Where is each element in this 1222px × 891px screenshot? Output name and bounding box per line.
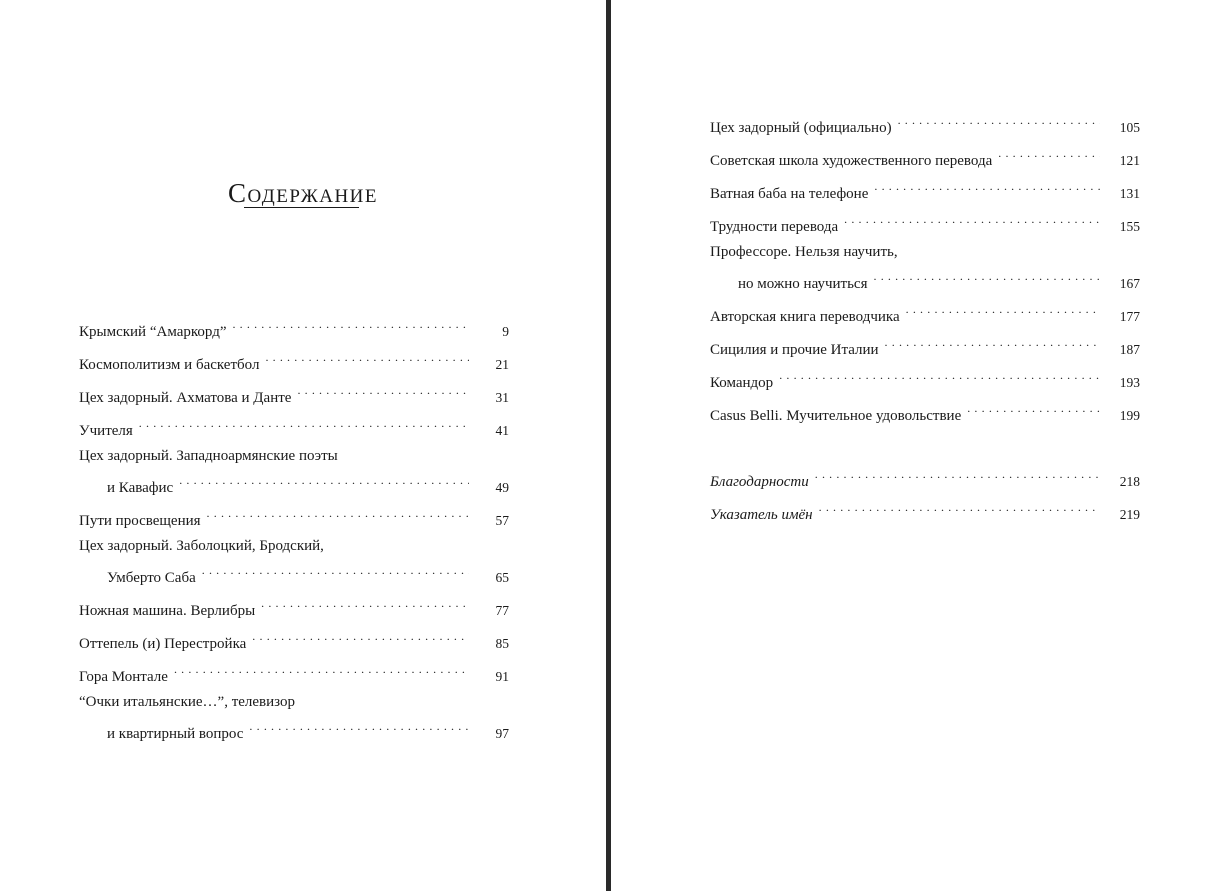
toc-entry-title: Цех задорный. Западноармянские поэты <box>79 448 338 464</box>
toc-entry-line <box>710 207 1140 235</box>
toc-entry-title: Гора Монтале <box>79 669 168 685</box>
toc-entry-title: Космополитизм и баскетбол <box>79 357 260 373</box>
toc-entry-title: Ножная машина. Верлибры <box>79 603 256 619</box>
toc-page-number: 218 <box>1119 474 1140 489</box>
toc-page-number: 77 <box>495 603 509 618</box>
toc-entry-line <box>79 468 509 496</box>
toc-page-number: 65 <box>495 570 509 585</box>
toc-page-number: 219 <box>1119 507 1140 522</box>
toc-entry-title: Благодарности <box>710 474 809 490</box>
toc-entry-title: Оттепель (и) Перестройка <box>79 636 247 652</box>
toc-entry-title: Советская школа художественного перевода <box>710 153 993 169</box>
toc-entry <box>710 330 1140 358</box>
dot-leader <box>844 207 1100 231</box>
toc-page-number: 155 <box>1119 219 1140 234</box>
toc-entry <box>710 462 1140 490</box>
toc-entry-line <box>710 141 1140 169</box>
dot-leader <box>265 345 469 369</box>
toc-entry <box>79 591 509 619</box>
toc-entry-line <box>79 624 509 652</box>
toc-entry <box>710 240 1140 292</box>
toc-entry <box>710 141 1140 169</box>
toc-entry-title: и Кавафис <box>107 480 174 496</box>
toc-entry-line <box>710 174 1140 202</box>
right-page <box>612 0 1222 891</box>
toc-entry-title: Крымский “Амаркорд” <box>79 324 227 340</box>
dot-leader <box>967 396 1100 420</box>
toc-entry-title: “Очки итальянские…”, телевизор <box>79 694 295 710</box>
title-underline <box>244 207 359 208</box>
toc-page-number: 85 <box>495 636 509 651</box>
toc-page-number: 167 <box>1119 276 1140 291</box>
toc-entry <box>710 207 1140 235</box>
toc-entry <box>79 624 509 652</box>
toc-entry-line <box>710 396 1140 424</box>
toc-entry-line <box>79 534 509 558</box>
toc-page-number: 9 <box>502 324 509 339</box>
dot-leader <box>898 108 1100 132</box>
toc-entry-title: Указатель имён <box>710 507 813 523</box>
toc-page-number: 31 <box>495 390 509 405</box>
toc-entry-line <box>79 345 509 373</box>
toc-entry-title: Ватная баба на телефоне <box>710 186 869 202</box>
toc-entry <box>710 396 1140 424</box>
toc-entry-title: Сицилия и прочие Италии <box>710 342 879 358</box>
toc-entry-line <box>79 411 509 439</box>
book-spine <box>606 0 611 891</box>
dot-leader <box>249 714 469 738</box>
toc-entry-title: Командор <box>710 375 774 391</box>
dot-leader <box>874 174 1100 198</box>
toc-page-number: 199 <box>1119 408 1140 423</box>
toc-entry-line <box>79 690 509 714</box>
toc-entry-title: Пути просвещения <box>79 513 201 529</box>
toc-page-number: 177 <box>1119 309 1140 324</box>
toc-page-number: 121 <box>1119 153 1140 168</box>
toc-page-number: 131 <box>1119 186 1140 201</box>
toc-entry-title: Casus Belli. Мучительное удовольствие <box>710 408 962 424</box>
toc-entry <box>710 363 1140 391</box>
toc-entry-title: Цех задорный. Ахматова и Данте <box>79 390 292 406</box>
dot-leader <box>261 591 469 615</box>
dot-leader <box>906 297 1100 321</box>
toc-entry-line <box>79 444 509 468</box>
toc-entry-line <box>710 264 1140 292</box>
toc-entry-line <box>710 240 1140 264</box>
toc-entry-title: Трудности перевода <box>710 219 839 235</box>
toc-entry <box>79 657 509 685</box>
toc-entry <box>710 495 1140 523</box>
toc-entry-line <box>79 558 509 586</box>
toc-entry <box>79 312 509 340</box>
toc-entry-line <box>79 501 509 529</box>
dot-leader <box>202 558 469 582</box>
toc-entry-title: Умберто Саба <box>107 570 196 586</box>
toc-entry <box>79 411 509 439</box>
toc-entry-line <box>710 108 1140 136</box>
toc-page-number: 97 <box>495 726 509 741</box>
toc-page-number: 49 <box>495 480 509 495</box>
toc-list-left <box>79 303 509 742</box>
toc-entry <box>710 174 1140 202</box>
toc-list-right <box>710 99 1140 523</box>
toc-entry <box>710 108 1140 136</box>
toc-entry <box>710 297 1140 325</box>
toc-entry-line <box>79 591 509 619</box>
toc-page-number: 187 <box>1119 342 1140 357</box>
dot-leader <box>207 501 469 525</box>
toc-entry-line <box>710 462 1140 490</box>
dot-leader <box>139 411 469 435</box>
toc-page-number: 21 <box>495 357 509 372</box>
dot-leader <box>252 624 469 648</box>
toc-entry <box>79 534 509 586</box>
toc-entry <box>79 501 509 529</box>
toc-entry-line <box>710 297 1140 325</box>
toc-entry-title: и квартирный вопрос <box>107 726 244 742</box>
toc-entry-title: Цех задорный (официально) <box>710 120 892 136</box>
toc-entry-line <box>79 378 509 406</box>
left-page <box>0 0 607 891</box>
dot-leader <box>779 363 1100 387</box>
dot-leader <box>998 141 1100 165</box>
dot-leader <box>815 462 1100 486</box>
toc-page-number: 57 <box>495 513 509 528</box>
dot-leader <box>179 468 469 492</box>
toc-entry-title: Учителя <box>79 423 133 439</box>
toc-entry-title: Профессоре. Нельзя научить, <box>710 244 898 260</box>
toc-entry-title: но можно научиться <box>738 276 868 292</box>
toc-entry-line <box>710 363 1140 391</box>
toc-entry-title: Цех задорный. Заболоцкий, Бродский, <box>79 538 324 554</box>
toc-entry-title: Авторская книга переводчика <box>710 309 900 325</box>
dot-leader <box>819 495 1100 519</box>
toc-page-number: 41 <box>495 423 509 438</box>
dot-leader <box>174 657 469 681</box>
dot-leader <box>885 330 1100 354</box>
toc-entry-line <box>710 330 1140 358</box>
toc-entry <box>79 378 509 406</box>
dot-leader <box>232 312 469 336</box>
toc-entry-line <box>710 495 1140 523</box>
toc-page-number: 105 <box>1119 120 1140 135</box>
page-title: Содержание <box>227 178 379 209</box>
dot-leader <box>297 378 469 402</box>
toc-entry <box>79 690 509 742</box>
toc-entry <box>79 345 509 373</box>
toc-page-number: 193 <box>1119 375 1140 390</box>
toc-page-number: 91 <box>495 669 509 684</box>
toc-entry-line <box>79 714 509 742</box>
toc-entry-line <box>79 657 509 685</box>
toc-entry-line <box>79 312 509 340</box>
dot-leader <box>874 264 1101 288</box>
toc-entry <box>79 444 509 496</box>
